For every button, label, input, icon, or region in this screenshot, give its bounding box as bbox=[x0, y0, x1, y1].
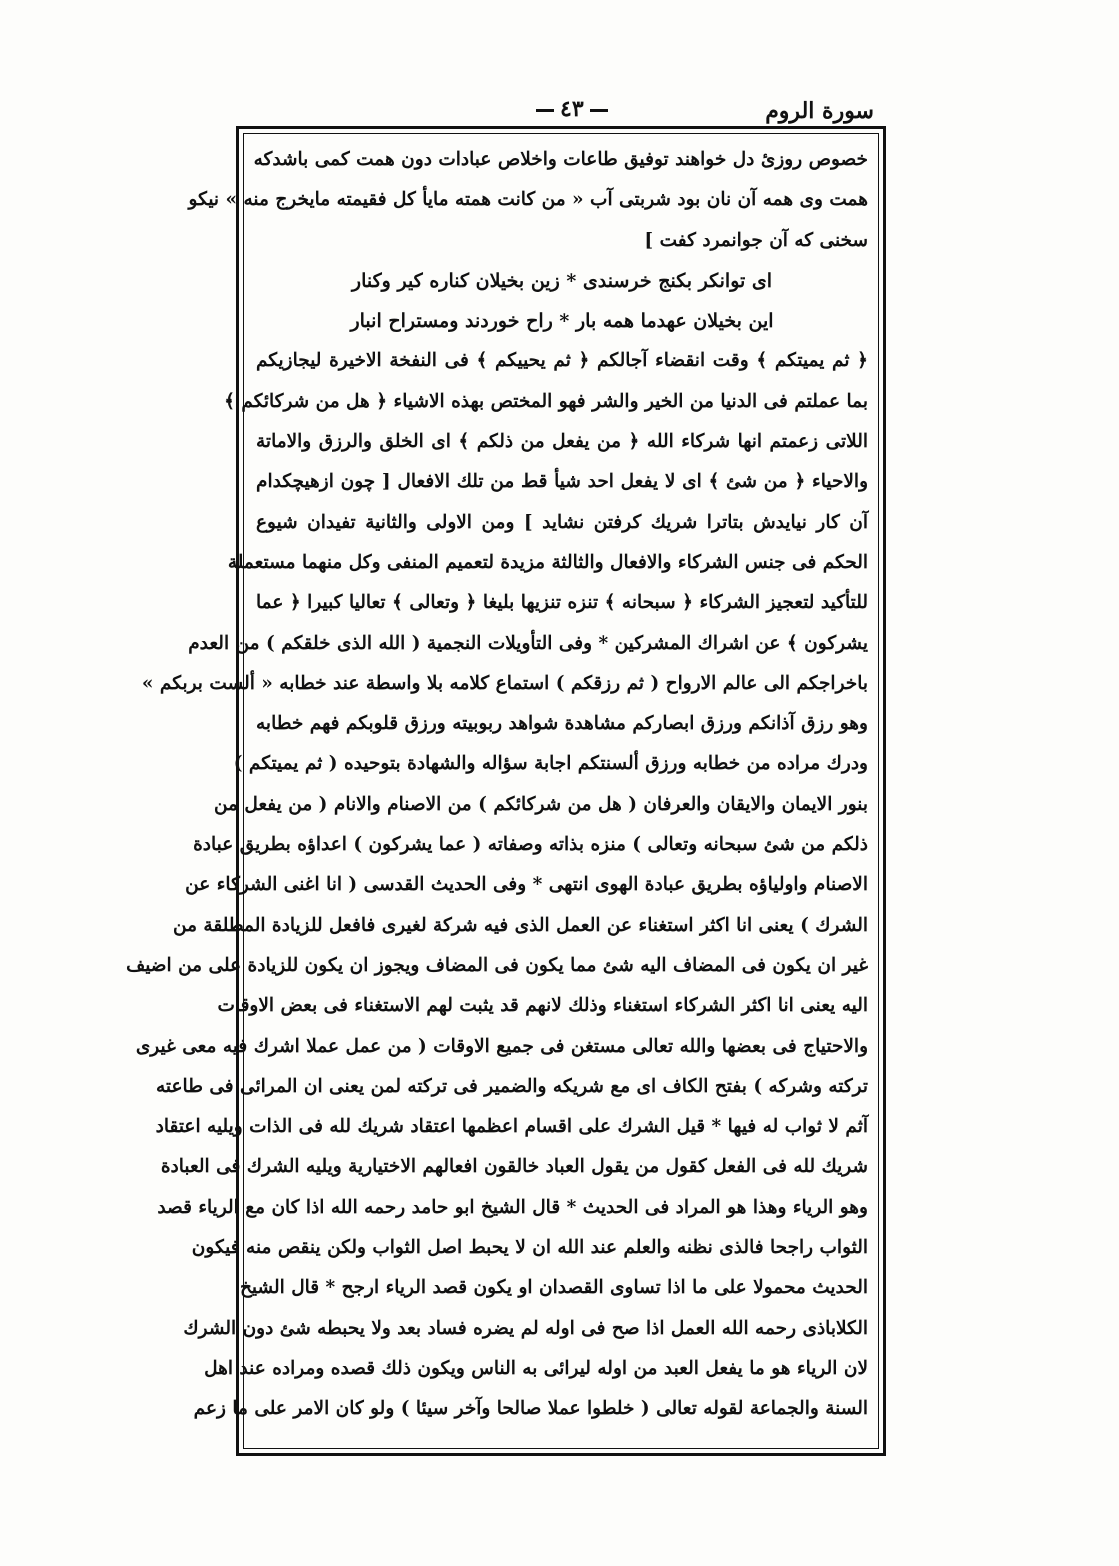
text-line: الاصنام واولياؤه بطريق عبادة الهوى انتهى * وفى الحديث القدسى ( انا اغنى الشركاء عن bbox=[185, 874, 868, 896]
text-line: بما عملتم فى الدنيا من الخير والشر فهو المختص بهذه الاشياء ﴿ هل من شركائكم ﴾ bbox=[224, 390, 868, 412]
text-line: آثم لا ثواب له فيها * قيل الشرك على اقسام اعظمها اعتقاد شريك لله فى الذات ويليه اعتقاد bbox=[155, 1116, 868, 1138]
text-line: الشرك ) يعنى انا اكثر استغناء عن العمل الذى فيه شركة لغيرى فافعل للزيادة المطلقة من bbox=[173, 914, 868, 936]
text-line: آن كار نيايدش بتاترا شريك كرفتن نشايد ] ومن الاولى والثانية تفيدان شيوع bbox=[256, 511, 868, 533]
text-block bbox=[126, 140, 868, 1440]
text-line: وهو رزق آذانكم ورزق ابصاركم مشاهدة شواهد ربوبيته ورزق قلوبكم فهم خطابه bbox=[256, 713, 868, 735]
text-line: ودرك مراده من خطابه ورزق ألسنتكم اجابة سؤاله والشهادة بتوحيده ( ثم يميتكم ) bbox=[233, 753, 868, 775]
poem-verse: اين بخيلان عهدما همه بار * راح خوردند ومستراح انبار bbox=[350, 310, 774, 333]
text-line: الكلاباذى رحمه الله العمل اذا صح فى اوله لم يضره فساد بعد ولا يحبطه شئ دون الشرك bbox=[183, 1317, 868, 1339]
text-line: ذلكم من شئ سبحانه وتعالى ) منزه بذاته وصفاته ( عما يشركون ) اعداؤه بطريق عبادة bbox=[193, 834, 868, 856]
page-header bbox=[240, 92, 880, 130]
text-line: بنور الايمان والايقان والعرفان ( هل من شركائكم ) من الاصنام والانام ( من يفعل من bbox=[213, 793, 868, 815]
text-line: تركته وشركه ) بفتح الكاف اى مع شريكه والضمير فى تركته لمن يعنى ان المرائى فى طاعته bbox=[156, 1075, 868, 1097]
surah-title: سورة الروم bbox=[765, 98, 874, 124]
text-line: والاحياء ﴿ من شئ ﴾ اى لا يفعل احد شيأ قط من تلك الافعال [ چون ازهيچكدام bbox=[256, 471, 868, 493]
text-line: والاحتياج فى بعضها والله تعالى مستغن فى جميع الاوقات ( من عمل عملا اشرك فيه معى غيرى bbox=[135, 1035, 868, 1057]
text-line: اليه يعنى انا اكثر الشركاء استغناء وذلك لانهم قد يثبت لهم الاستغناء فى بعض الاوقات bbox=[217, 995, 868, 1017]
text-line: يشركون ﴾ عن اشراك المشركين * وفى التأويلات النجمية ( الله الذى خلقكم ) من العدم bbox=[188, 632, 868, 654]
text-line: سخنى كه آن جوانمرد كفت ] bbox=[644, 229, 868, 251]
text-line: الحكم فى جنس الشركاء والافعال والثالثة مزيدة لتعميم المنفى وكل منهما مستعملة bbox=[227, 551, 868, 573]
text-line: باخراجكم الى عالم الارواح ( ثم رزقكم ) استماع كلامه بلا واسطة عند خطابه « ألست بربكم » bbox=[141, 672, 868, 694]
poem-verse: اى توانكر بكنج خرسندى * زين بخيلان كناره كير وكنار bbox=[351, 269, 773, 292]
text-line: الثواب راجحا فالذى نظنه والعلم عند الله ان لا يحبط اصل الثواب ولكن ينقص منه فيكون bbox=[191, 1237, 868, 1259]
text-line: السنة والجماعة لقوله تعالى ( خلطوا عملا صالحا وآخر سيئا ) ولو كان الامر على ما زعم bbox=[193, 1398, 868, 1420]
text-line: اللاتى زعمتم انها شركاء الله ﴿ من يفعل من ذلكم ﴾ اى الخلق والرزق والاماتة bbox=[256, 431, 868, 453]
text-line: وهو الرياء وهذا هو المراد فى الحديث * قال الشيخ ابو حامد رحمه الله اذا كان مع الرياء قصد bbox=[157, 1196, 868, 1218]
text-line: شريك لله فى الفعل كقول من يقول العباد خالقون افعالهم الاختيارية ويليه الشرك فى العبادة bbox=[160, 1156, 868, 1178]
text-line: لان الرياء هو ما يفعل العبد من اوله ليرائى به الناس ويكون ذلك قصده ومراده عند اهل bbox=[204, 1357, 868, 1379]
text-line: ﴿ ثم يميتكم ﴾ وقت انقضاء آجالكم ﴿ ثم يحييكم ﴾ فى النفخة الاخيرة ليجازيكم bbox=[256, 350, 868, 372]
text-line: الحديث محمولا على ما اذا تساوى القصدان او يكون قصد الرياء ارجح * قال الشيخ bbox=[239, 1277, 868, 1299]
text-line: خصوص روزىٔ دل خواهند توفيق طاعات واخلاص عبادات دون همت كمى باشدكه bbox=[253, 149, 868, 170]
page-number: ٤٣ bbox=[530, 96, 614, 122]
text-line: همت وى همه آن نان بود شربتى آب « من كانت همته مايأ كل فقيمته مايخرج منه » نيكو bbox=[188, 189, 868, 211]
text-line: غير ان يكون فى المضاف اليه شئ مما يكون فى المضاف ويجوز ان يكون للزيادة على من اضيف bbox=[126, 954, 868, 976]
text-line: للتأكيد لتعجيز الشركاء ﴿ سبحانه ﴾ تنزه تنزيها بليغا ﴿ وتعالى ﴾ تعاليا كبيرا ﴿ عما bbox=[256, 592, 868, 614]
